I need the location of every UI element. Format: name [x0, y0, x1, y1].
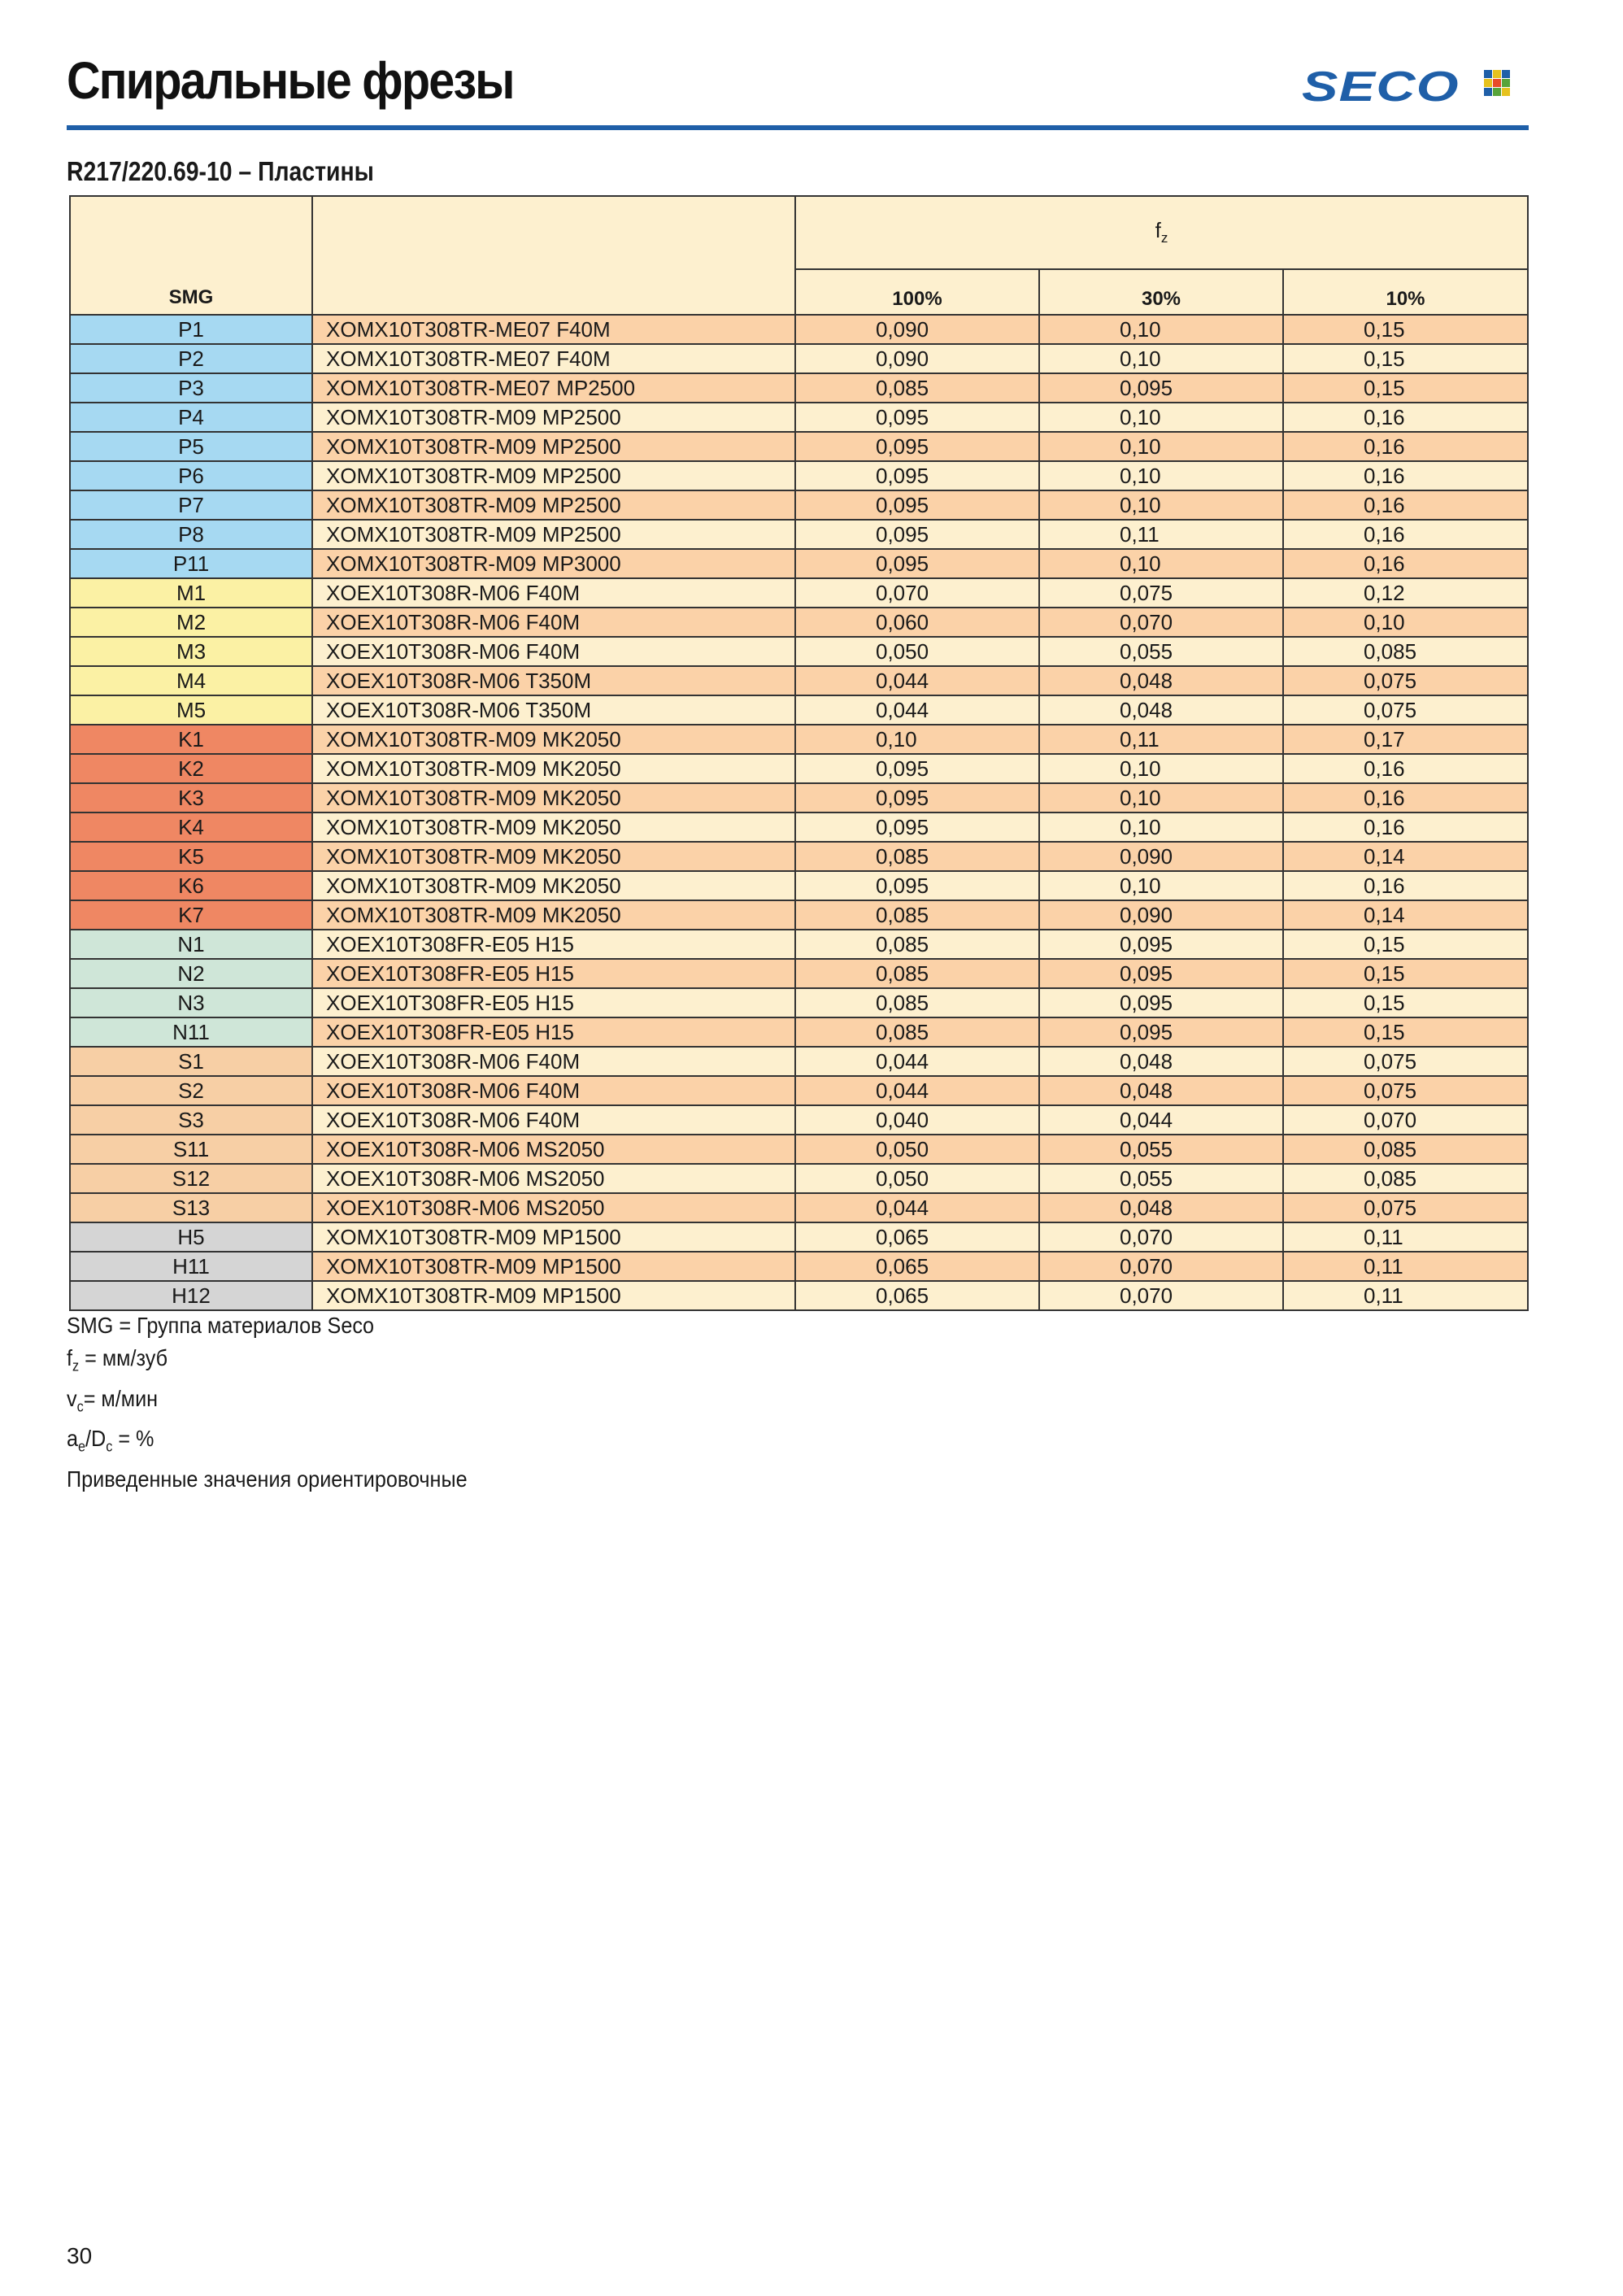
cell-smg: P5: [70, 432, 312, 461]
table-row: [70, 1135, 1528, 1164]
cell-fz-100: 0,095: [795, 432, 1039, 461]
table-row: [70, 988, 1528, 1017]
cell-smg: H12: [70, 1281, 312, 1310]
cell-smg: M2: [70, 608, 312, 637]
cell-fz-100: 0,095: [795, 490, 1039, 520]
cell-code: XOEX10T308R-M06 F40M: [312, 608, 795, 637]
table-row: [70, 490, 1528, 520]
note-ae-subscript: e: [78, 1438, 86, 1455]
inserts-table: [69, 195, 1529, 1311]
cell-smg: P4: [70, 403, 312, 432]
cell-fz-30: 0,10: [1039, 813, 1283, 842]
cell-fz-30: 0,048: [1039, 666, 1283, 695]
cell-code: XOEX10T308R-M06 F40M: [312, 1047, 795, 1076]
cell-fz-30: 0,055: [1039, 1135, 1283, 1164]
cell-smg: K3: [70, 783, 312, 813]
cell-fz-100: 0,085: [795, 1017, 1039, 1047]
cell-fz-10: 0,075: [1283, 1076, 1528, 1105]
cell-fz-30: 0,11: [1039, 520, 1283, 549]
cell-code: XOMX10T308TR-M09 MP2500: [312, 490, 795, 520]
cell-smg: M3: [70, 637, 312, 666]
cell-fz-10: 0,16: [1283, 549, 1528, 578]
cell-fz-100: 0,090: [795, 344, 1039, 373]
cell-fz-100: 0,085: [795, 988, 1039, 1017]
cell-code: XOMX10T308TR-M09 MK2050: [312, 871, 795, 900]
cell-fz-10: 0,075: [1283, 1193, 1528, 1222]
note-ae: [67, 1422, 468, 1463]
cell-smg: H5: [70, 1222, 312, 1252]
cell-fz-100: 0,044: [795, 695, 1039, 725]
cell-fz-100: 0,095: [795, 520, 1039, 549]
note-ae-text: = %: [112, 1426, 154, 1452]
cell-fz-10: 0,16: [1283, 871, 1528, 900]
note-fz: [67, 1342, 468, 1383]
cell-smg: N1: [70, 930, 312, 959]
cell-fz-30: 0,10: [1039, 783, 1283, 813]
table-row: [70, 930, 1528, 959]
header-code: [312, 196, 795, 315]
cell-fz-10: 0,11: [1283, 1252, 1528, 1281]
cell-fz-100: 0,090: [795, 315, 1039, 344]
cell-code: XOMX10T308TR-M09 MP1500: [312, 1252, 795, 1281]
note-vc: [67, 1383, 468, 1423]
table-row: [70, 373, 1528, 403]
cell-fz-10: 0,16: [1283, 813, 1528, 842]
table-row: [70, 725, 1528, 754]
cell-fz-100: 0,095: [795, 549, 1039, 578]
note-smg: SMG = Группа материалов Seco: [67, 1313, 374, 1338]
table-row: [70, 637, 1528, 666]
cell-fz-10: 0,15: [1283, 1017, 1528, 1047]
cell-code: XOMX10T308TR-ME07 F40M: [312, 315, 795, 344]
table-row: [70, 959, 1528, 988]
cell-fz-10: 0,16: [1283, 490, 1528, 520]
cell-fz-30: 0,048: [1039, 1047, 1283, 1076]
cell-fz-10: 0,15: [1283, 988, 1528, 1017]
cell-code: XOMX10T308TR-M09 MK2050: [312, 842, 795, 871]
page-number: 30: [67, 2243, 93, 2268]
table-row: [70, 1222, 1528, 1252]
cell-fz-10: 0,14: [1283, 842, 1528, 871]
cell-smg: P6: [70, 461, 312, 490]
table-row: [70, 1164, 1528, 1193]
table-row: [70, 578, 1528, 608]
cell-fz-100: 0,095: [795, 813, 1039, 842]
cell-code: XOEX10T308R-M06 T350M: [312, 695, 795, 725]
cell-smg: M5: [70, 695, 312, 725]
table-body: [70, 315, 1528, 1310]
cell-smg: N3: [70, 988, 312, 1017]
table-row: [70, 1017, 1528, 1047]
note-vc-text: = м/мин: [83, 1385, 159, 1411]
cell-fz-30: 0,055: [1039, 637, 1283, 666]
cell-code: XOMX10T308TR-M09 MP1500: [312, 1281, 795, 1310]
cell-fz-10: 0,16: [1283, 754, 1528, 783]
cell-smg: K4: [70, 813, 312, 842]
cell-smg: P1: [70, 315, 312, 344]
header-fz: [795, 196, 1528, 269]
cell-fz-100: 0,065: [795, 1281, 1039, 1310]
cell-fz-100: 0,050: [795, 1135, 1039, 1164]
cell-fz-30: 0,10: [1039, 549, 1283, 578]
cell-code: XOMX10T308TR-M09 MP2500: [312, 520, 795, 549]
note-approx: Приведенные значения ориентировочные: [67, 1466, 468, 1492]
cell-fz-100: 0,095: [795, 754, 1039, 783]
cell-smg: S13: [70, 1193, 312, 1222]
cell-fz-100: 0,085: [795, 900, 1039, 930]
cell-fz-10: 0,16: [1283, 403, 1528, 432]
table-row: [70, 754, 1528, 783]
cell-code: XOEX10T308FR-E05 H15: [312, 1017, 795, 1047]
cell-fz-100: 0,050: [795, 1164, 1039, 1193]
cell-code: XOEX10T308R-M06 F40M: [312, 637, 795, 666]
cell-fz-10: 0,16: [1283, 520, 1528, 549]
cell-code: XOEX10T308R-M06 F40M: [312, 578, 795, 608]
cell-fz-10: 0,17: [1283, 725, 1528, 754]
cell-smg: N11: [70, 1017, 312, 1047]
cell-fz-10: 0,14: [1283, 900, 1528, 930]
cell-fz-30: 0,11: [1039, 725, 1283, 754]
table-row: [70, 695, 1528, 725]
table-row: [70, 1076, 1528, 1105]
logo-squares-icon: [1484, 70, 1518, 104]
cell-fz-100: 0,070: [795, 578, 1039, 608]
table-row: [70, 842, 1528, 871]
table-row: [70, 813, 1528, 842]
cell-fz-100: 0,065: [795, 1252, 1039, 1281]
table-row: [70, 520, 1528, 549]
cell-smg: P8: [70, 520, 312, 549]
cell-code: XOMX10T308TR-ME07 MP2500: [312, 373, 795, 403]
cell-smg: P2: [70, 344, 312, 373]
cell-code: XOEX10T308FR-E05 H15: [312, 930, 795, 959]
cell-code: XOEX10T308R-M06 T350M: [312, 666, 795, 695]
cell-fz-30: 0,10: [1039, 403, 1283, 432]
cell-code: XOEX10T308FR-E05 H15: [312, 959, 795, 988]
section-title: R217/220.69-10 – Пластины: [67, 156, 374, 186]
cell-code: XOMX10T308TR-M09 MP3000: [312, 549, 795, 578]
cell-fz-10: 0,15: [1283, 930, 1528, 959]
cell-fz-30: 0,095: [1039, 959, 1283, 988]
cell-fz-10: 0,075: [1283, 666, 1528, 695]
cell-fz-30: 0,095: [1039, 988, 1283, 1017]
cell-fz-100: 0,044: [795, 1076, 1039, 1105]
cell-code: XOMX10T308TR-M09 MP2500: [312, 461, 795, 490]
table-row: [70, 900, 1528, 930]
table-row: [70, 1281, 1528, 1310]
cell-fz-10: 0,16: [1283, 461, 1528, 490]
cell-fz-30: 0,10: [1039, 432, 1283, 461]
header-fz-sub: z: [1160, 230, 1168, 246]
cell-code: XOMX10T308TR-M09 MK2050: [312, 900, 795, 930]
cell-fz-30: 0,075: [1039, 578, 1283, 608]
cell-smg: S3: [70, 1105, 312, 1135]
header-smg: SMG: [70, 196, 312, 315]
cell-fz-100: 0,10: [795, 725, 1039, 754]
cell-smg: P7: [70, 490, 312, 520]
cell-fz-100: 0,044: [795, 1047, 1039, 1076]
cell-fz-30: 0,090: [1039, 842, 1283, 871]
cell-code: XOMX10T308TR-ME07 F40M: [312, 344, 795, 373]
cell-fz-100: 0,095: [795, 403, 1039, 432]
table-row: [70, 1252, 1528, 1281]
cell-fz-30: 0,095: [1039, 1017, 1283, 1047]
cell-fz-30: 0,10: [1039, 315, 1283, 344]
note-fz-text: = мм/зуб: [79, 1345, 168, 1370]
notes: [67, 1309, 468, 1496]
cell-fz-10: 0,075: [1283, 695, 1528, 725]
cell-fz-30: 0,048: [1039, 1193, 1283, 1222]
cell-code: XOMX10T308TR-M09 MK2050: [312, 783, 795, 813]
cell-code: XOEX10T308R-M06 F40M: [312, 1105, 795, 1135]
cell-code: XOMX10T308TR-M09 MP1500: [312, 1222, 795, 1252]
cell-fz-10: 0,085: [1283, 1135, 1528, 1164]
cell-fz-30: 0,10: [1039, 754, 1283, 783]
cell-smg: S11: [70, 1135, 312, 1164]
header-pct-100: 100%: [795, 269, 1039, 315]
cell-fz-30: 0,095: [1039, 373, 1283, 403]
cell-fz-10: 0,11: [1283, 1222, 1528, 1252]
table-row: [70, 432, 1528, 461]
cell-code: XOMX10T308TR-M09 MK2050: [312, 754, 795, 783]
cell-smg: P3: [70, 373, 312, 403]
header-pct-10: 10%: [1283, 269, 1528, 315]
header-fz-main: f: [1155, 218, 1161, 243]
cell-fz-30: 0,095: [1039, 930, 1283, 959]
cell-fz-30: 0,048: [1039, 695, 1283, 725]
cell-fz-10: 0,075: [1283, 1047, 1528, 1076]
cell-code: XOMX10T308TR-M09 MP2500: [312, 432, 795, 461]
cell-smg: M4: [70, 666, 312, 695]
cell-fz-30: 0,090: [1039, 900, 1283, 930]
cell-fz-30: 0,070: [1039, 1222, 1283, 1252]
cell-fz-10: 0,10: [1283, 608, 1528, 637]
table-row: [70, 1193, 1528, 1222]
cell-smg: S2: [70, 1076, 312, 1105]
cell-smg: S1: [70, 1047, 312, 1076]
cell-fz-30: 0,055: [1039, 1164, 1283, 1193]
note-fz-subscript: z: [72, 1357, 80, 1375]
table-row: [70, 1047, 1528, 1076]
cell-smg: K5: [70, 842, 312, 871]
cell-fz-10: 0,16: [1283, 783, 1528, 813]
cell-fz-100: 0,085: [795, 842, 1039, 871]
cell-fz-100: 0,085: [795, 959, 1039, 988]
cell-fz-10: 0,16: [1283, 432, 1528, 461]
header-pct-30: 30%: [1039, 269, 1283, 315]
table-row: [70, 608, 1528, 637]
cell-code: XOMX10T308TR-M09 MK2050: [312, 813, 795, 842]
note-dc-subscript: c: [106, 1438, 113, 1455]
cell-fz-100: 0,095: [795, 871, 1039, 900]
table-row: [70, 403, 1528, 432]
cell-fz-10: 0,15: [1283, 315, 1528, 344]
cell-fz-30: 0,044: [1039, 1105, 1283, 1135]
table-row: [70, 871, 1528, 900]
table-row: [70, 461, 1528, 490]
table-row: [70, 1105, 1528, 1135]
cell-code: XOEX10T308R-M06 MS2050: [312, 1164, 795, 1193]
header-rule: [67, 125, 1529, 130]
cell-fz-100: 0,085: [795, 373, 1039, 403]
cell-fz-30: 0,070: [1039, 608, 1283, 637]
note-ae-symbol: a: [67, 1426, 79, 1452]
cell-fz-100: 0,085: [795, 930, 1039, 959]
cell-fz-30: 0,070: [1039, 1252, 1283, 1281]
cell-fz-30: 0,10: [1039, 871, 1283, 900]
cell-smg: P11: [70, 549, 312, 578]
cell-smg: K7: [70, 900, 312, 930]
cell-fz-10: 0,070: [1283, 1105, 1528, 1135]
cell-code: XOMX10T308TR-M09 MP2500: [312, 403, 795, 432]
note-vc-symbol: v: [67, 1385, 77, 1411]
cell-fz-30: 0,10: [1039, 461, 1283, 490]
cell-fz-10: 0,15: [1283, 373, 1528, 403]
table-row: [70, 315, 1528, 344]
cell-code: XOEX10T308R-M06 F40M: [312, 1076, 795, 1105]
table-row: [70, 344, 1528, 373]
note-vc-subscript: c: [76, 1398, 84, 1415]
cell-fz-10: 0,15: [1283, 344, 1528, 373]
cell-fz-100: 0,095: [795, 783, 1039, 813]
cell-fz-10: 0,085: [1283, 1164, 1528, 1193]
cell-code: XOMX10T308TR-M09 MK2050: [312, 725, 795, 754]
cell-smg: N2: [70, 959, 312, 988]
cell-fz-10: 0,12: [1283, 578, 1528, 608]
cell-fz-100: 0,060: [795, 608, 1039, 637]
page-title: Спиральные фрезы: [67, 51, 514, 110]
cell-fz-100: 0,065: [795, 1222, 1039, 1252]
table-row: [70, 783, 1528, 813]
table-row: [70, 666, 1528, 695]
table-row: [70, 549, 1528, 578]
cell-smg: S12: [70, 1164, 312, 1193]
cell-code: XOEX10T308R-M06 MS2050: [312, 1193, 795, 1222]
note-fz-symbol: f: [67, 1345, 73, 1370]
cell-fz-30: 0,10: [1039, 490, 1283, 520]
cell-code: XOEX10T308R-M06 MS2050: [312, 1135, 795, 1164]
cell-fz-30: 0,048: [1039, 1076, 1283, 1105]
cell-smg: H11: [70, 1252, 312, 1281]
cell-smg: K2: [70, 754, 312, 783]
cell-smg: M1: [70, 578, 312, 608]
cell-smg: K6: [70, 871, 312, 900]
cell-fz-30: 0,10: [1039, 344, 1283, 373]
cell-code: XOEX10T308FR-E05 H15: [312, 988, 795, 1017]
cell-fz-100: 0,044: [795, 1193, 1039, 1222]
seco-logo: [1302, 63, 1460, 111]
cell-fz-100: 0,040: [795, 1105, 1039, 1135]
note-dc-symbol: /D: [85, 1426, 107, 1452]
logo-wordmark: SECO: [1302, 63, 1460, 111]
cell-smg: K1: [70, 725, 312, 754]
cell-fz-10: 0,085: [1283, 637, 1528, 666]
cell-fz-100: 0,044: [795, 666, 1039, 695]
cell-fz-100: 0,050: [795, 637, 1039, 666]
cell-fz-10: 0,15: [1283, 959, 1528, 988]
cell-fz-30: 0,070: [1039, 1281, 1283, 1310]
cell-fz-100: 0,095: [795, 461, 1039, 490]
cell-fz-10: 0,11: [1283, 1281, 1528, 1310]
